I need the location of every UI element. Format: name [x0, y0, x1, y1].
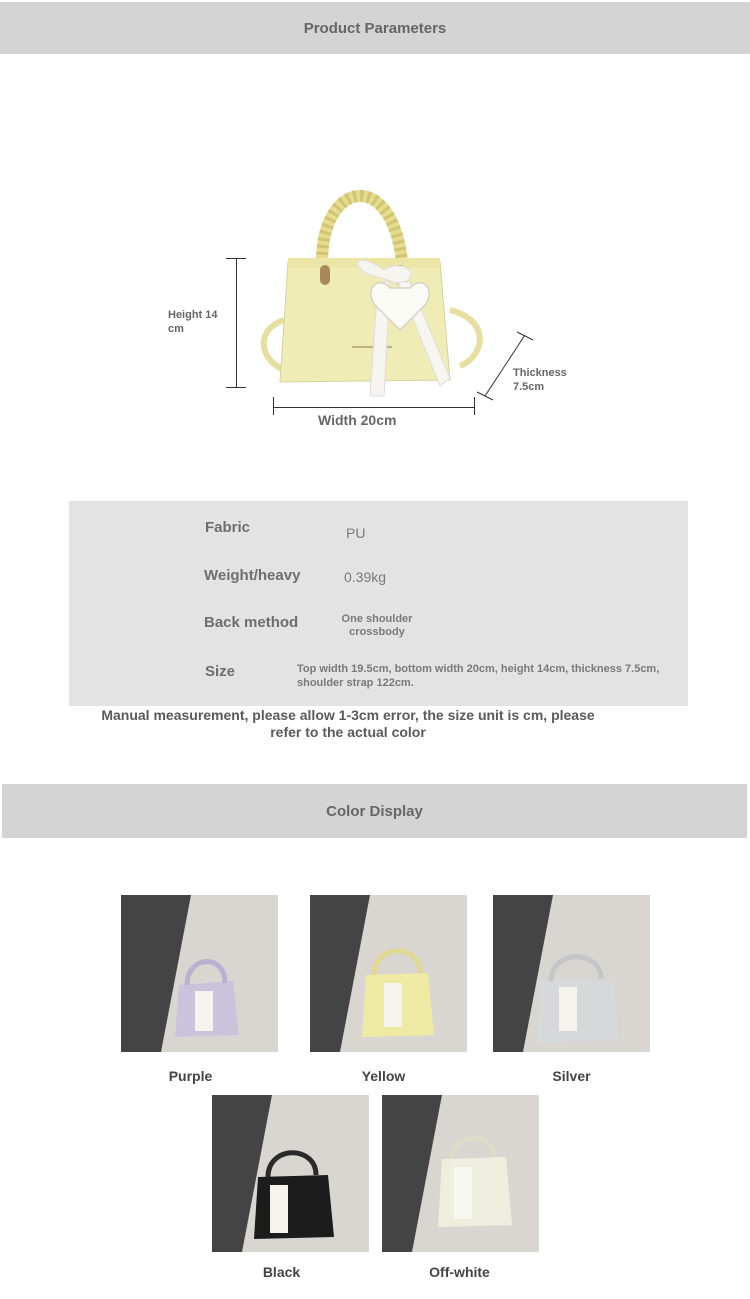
- param-value-size: Top width 19.5cm, bottom width 20cm, height 14cm, thickness 7.5cm, shoulder strap 122cm.: [297, 663, 660, 689]
- height-tick-bottom: [226, 387, 246, 388]
- swatch-purple[interactable]: [121, 895, 278, 1052]
- param-label-fabric: Fabric: [205, 519, 251, 536]
- swatch-black[interactable]: [212, 1095, 369, 1252]
- height-line: [236, 258, 237, 388]
- swatch-off-white[interactable]: [382, 1095, 539, 1252]
- swatch-silver[interactable]: [493, 895, 650, 1052]
- swatch-label-purple: Purple: [168, 1068, 213, 1084]
- swatch-label-yellow: Yellow: [361, 1068, 406, 1084]
- param-value-back-method: One shoulder crossbody: [341, 613, 413, 638]
- bag-illustration: [250, 170, 510, 410]
- param-value-fabric: PU: [346, 525, 366, 541]
- color-display-banner: [2, 784, 747, 838]
- param-value-weight: 0.39kg: [344, 569, 387, 585]
- width-tick-left: [273, 397, 274, 415]
- param-label-size: Size: [205, 663, 236, 680]
- black-bag-image: [212, 1095, 369, 1252]
- height-label: Height 14 cm: [168, 309, 218, 335]
- swatch-label-off-white: Off-white: [429, 1264, 490, 1280]
- swatch-yellow[interactable]: [310, 895, 467, 1052]
- purple-bag-image: [121, 895, 278, 1052]
- swatch-label-silver: Silver: [552, 1068, 591, 1084]
- height-tick-top: [226, 258, 246, 259]
- section-title: Product Parameters: [303, 19, 447, 37]
- swatch-label-black: Black: [262, 1264, 301, 1280]
- yellow-bag-image: [310, 895, 467, 1052]
- parameters-table: [69, 501, 688, 706]
- param-label-weight: Weight/heavy: [204, 567, 301, 584]
- width-line: [273, 407, 475, 408]
- width-label: Width 20cm: [318, 412, 397, 428]
- section-title: Color Display: [326, 802, 423, 820]
- measurement-note: Manual measurement, please allow 1-3cm error, the size unit is cm, please refer to the actual color: [101, 707, 595, 740]
- off-white-bag-image: [382, 1095, 539, 1252]
- silver-bag-image: [493, 895, 650, 1052]
- product-parameters-banner: [0, 2, 750, 54]
- param-label-back-method: Back method: [204, 614, 299, 631]
- thickness-label: Thickness 7.5cm: [513, 367, 567, 393]
